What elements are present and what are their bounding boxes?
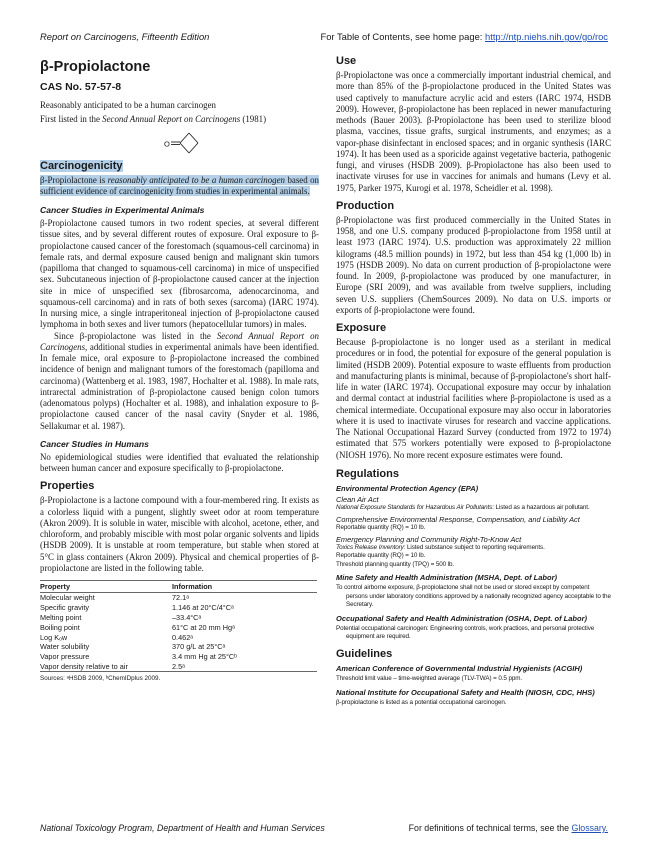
- page-header: [40, 31, 608, 45]
- table-row: [40, 632, 317, 642]
- intro-part-a: β-Propiolactone is: [40, 174, 108, 185]
- production-heading: Production: [336, 199, 395, 212]
- property-value: 3.4 mm Hg at 25°Cᵇ: [172, 652, 237, 662]
- neshap-entry: [336, 504, 611, 512]
- animal-studies-paragraph-1: β-Propiolactone caused tumors in two rodent species, at several different tissue sites, and by several different routes of exposure. Oral exposure to β-propiolactone caused cancer of the forestomach (squamous-cell carcinoma) in female rats, and dermal exposure caused benign and malignant skin tumors (papilloma that changed to squamous-cell carcinoma) in mice of unspecified sex. Subcutaneous injection of β-propiolactone caused cancer at the injection site in mice of unspecified sex (fibrosarcoma, adenocarcinoma, and squamous-cell carcinoma) and in rats of both sexes (sarcoma) (IARC 1974). In nursing mice, a single intraperitoneal injection of β-propiolactone caused lymphoma in both sexes and liver tumors (hepatocellular tumors) in males.: [40, 218, 319, 330]
- niosh-text: β-propiolactone is listed as a potential occupational carcinogen.: [336, 698, 507, 706]
- epcra-act: Emergency Planning and Community Right-To-Know Act: [336, 535, 522, 545]
- carcinogenicity-heading-text: Carcinogenicity: [40, 159, 123, 172]
- cercla-rq: Reportable quantity (RQ) = 10 lb.: [336, 524, 426, 532]
- property-value: 0.462ᵃ: [172, 632, 193, 642]
- property-name: Boiling point: [40, 622, 80, 632]
- property-value: 72.1ᵃ: [172, 593, 189, 603]
- property-name: Melting point: [40, 612, 82, 622]
- exposure-heading: Exposure: [336, 322, 387, 334]
- carcinogenicity-intro-highlight: [40, 175, 319, 196]
- property-column-header: Property: [40, 581, 172, 593]
- osha-text: Potential occupational carcinogen: Engineering controls, work practices, and personal protective equipment are required.: [336, 624, 595, 640]
- property-name: Log Kₒw: [40, 632, 68, 642]
- tri-entry: [336, 544, 611, 552]
- property-name: Molecular weight: [40, 593, 95, 603]
- toc-label: For Table of Contents, see home page:: [320, 31, 485, 42]
- lactone-ring-drawing: [40, 130, 319, 158]
- exposure-paragraph: Because β-propiolactone is no longer used as a sterilant in medical procedures or in food, the potential for exposure of the general population is limited (HSDB 2009). Potential exposure to waste effluents from production and manufacturing plants is minimal, because of β-propiolactone's short half-life in water (IARC 1974). Occupational exposure may occur by inhalation and dermal contact at industrial facilities where β-propiolactone is used as a chemical intermediate. Occupational exposure may also occur in laboratories where it is used to inactivate viruses for research and vaccine applications. The National Occupational Hazard Survey (conducted from 1972 to 1974) estimated that 575 workers potentially were exposed to β-propiolactone (NIOSH 1976). No more recent exposure estimates were found.: [336, 337, 611, 460]
- human-studies-paragraph: No epidemiological studies were identified that evaluated the relationship between human cancer and exposure specifically to β-propiolactone.: [40, 451, 319, 473]
- first-listed: [40, 114, 319, 125]
- property-name: Specific gravity: [40, 603, 90, 613]
- property-value: 2.5ᵃ: [172, 661, 317, 671]
- acgih-heading: American Conference of Governmental Industrial Hygienists (ACGIH): [336, 664, 583, 674]
- home-page-link[interactable]: http://ntp.niehs.nih.gov/go/roc: [485, 31, 608, 42]
- glossary-label: For definitions of technical terms, see the: [408, 823, 572, 833]
- property-name: Vapor pressure: [40, 652, 90, 662]
- msha-heading: Mine Safety and Health Administration (MSHA, Dept. of Labor): [336, 573, 557, 583]
- neshap-title: National Exposure Standards for Hazardous Air Pollutants: [336, 504, 493, 512]
- table-row: [40, 622, 317, 632]
- right-column: [336, 55, 611, 707]
- glossary-notice: [409, 823, 608, 833]
- animal-p2-b: , additional studies in experimental animals have been identified. In female mice, oral exposure to β-propiolactone increased the combined incidence of benign and malignant tumors of the forestomach (papilloma and carcinoma) (Wattenberg et al. 1983, 1987, Hochalter et al. 1988). In male rats, intrarectal administration of β-propiolactone caused benign colon tumors (adenomatous polyps) (Hochalter et al. 1988), and inhalation exposure to β-propiolactone caused cancer of the nasal cavity (Snyder et al. 1986, Sellakumar et al. 1987).: [40, 341, 319, 431]
- neshap-text: : Listed as a hazardous air pollutant.: [492, 504, 590, 512]
- osha-heading: Occupational Safety and Health Administration (OSHA, Dept. of Labor): [336, 613, 587, 623]
- table-row: [40, 642, 317, 652]
- carcinogenicity-heading: [40, 160, 319, 172]
- intro-emphasis: reasonably anticipated to be a human carcinogen: [107, 174, 285, 185]
- epcra-tpq: Threshold planning quantity (TPQ) = 500 lb.: [336, 560, 455, 568]
- property-value: –33.4°Cᵃ: [172, 612, 202, 622]
- animal-studies-paragraph-2: [40, 331, 319, 432]
- first-listed-prefix: First listed in the: [40, 114, 103, 125]
- property-value: 370 g/L at 25°Cᵃ: [172, 642, 226, 652]
- regulations-heading: Regulations: [336, 467, 399, 480]
- report-title: Report on Carcinogens, Fifteenth Edition: [40, 31, 210, 42]
- property-name: Water solubility: [40, 642, 90, 652]
- glossary-link[interactable]: Glossary.: [571, 823, 608, 833]
- information-column-header: Information: [172, 581, 317, 593]
- page-title: β-Propiolactone: [40, 59, 151, 75]
- cercla-act: Comprehensive Environmental Response, Compensation, and Liability Act: [336, 515, 580, 525]
- msha-text: To control airborne exposure, β-propiolactone shall not be used or stored except by competent persons under laboratory conditions approved by a nationally recognized agency acceptable to the Secretary.: [336, 584, 611, 609]
- epcra-rq: Reportable quantity (RQ) = 10 lb.: [336, 552, 426, 560]
- table-row: [40, 613, 317, 623]
- table-row: [40, 593, 317, 603]
- property-name: Vapor density relative to air: [40, 661, 172, 671]
- properties-heading: Properties: [40, 480, 95, 493]
- property-value: 1.146 at 20°C/4°Cᵃ: [172, 603, 234, 613]
- niosh-heading: National Institute for Occupational Safety and Health (NIOSH, CDC, HHS): [336, 687, 595, 697]
- animal-p2-a: Since β-propiolactone was listed in the: [54, 330, 217, 341]
- table-row: [40, 652, 317, 662]
- tri-title: Toxics Release Inventory: [336, 544, 404, 552]
- intro-part-b: based on sufficient evidence of carcinogenicity from studies in experimental animals.: [40, 174, 319, 196]
- page-footer: [40, 823, 608, 836]
- property-value: 61°C at 20 mm Hgᵃ: [172, 622, 235, 632]
- human-studies-heading: Cancer Studies in Humans: [40, 438, 149, 449]
- cas-number: CAS No. 57-57-8: [40, 81, 122, 93]
- footer-organization: National Toxicology Program, Department of Health and Human Services: [40, 823, 325, 833]
- properties-table: [40, 580, 317, 672]
- use-paragraph: β-Propiolactone was once a commercially important industrial chemical, and more than 85% of the β-propiolactone produced in the United States was used captively to manufacture acrylic acid and esters (IARC 1974, HSDB 2009). However, β-propiolactone has been replaced in newer manufacturing methods (Bauer 2003). β-Propiolactone has been used to sterilize blood plasma, vaccines, tissue grafts, surgical instruments, and enzymes; as a vapor-phase disinfectant in enclosed spaces; and in organic synthesis (IARC 1974). It has been used as a sporicide against vegetative bacteria, pathogenic fungi, and viruses (HSDB 2009). β-Propiolactone has also been used to inactivate viruses for use in vaccines for animals and humans (Levy et al. 1975, Parker 1975, Kurogi et al. 1978, Scheidler et al. 1998).: [336, 70, 611, 193]
- animal-studies-heading: Cancer Studies in Experimental Animals: [40, 205, 205, 215]
- acgih-text: Threshold limit value – time-weighted average (TLV-TWA) = 0.5 ppm.: [336, 675, 523, 683]
- epa-heading: Environmental Protection Agency (EPA): [336, 483, 479, 493]
- properties-paragraph: β-Propiolactone is a lactone compound with a four-membered ring. It exists as a colorless liquid with a pungent, slightly sweet odor at room temperature (Akron 2009). It is soluble in water, miscible with alcohol, acetone, ether, and chloroform, and probably miscible with most polar organic solvents and lipids (HSDB 2009). It is unstable at room temperature, but stable when stored at 5°C in glass containers (Akron 2009). Physical and chemical properties of β-propiolactone are listed in the following table.: [40, 495, 319, 573]
- table-row: [40, 603, 317, 613]
- table-row: [40, 661, 317, 671]
- first-listed-suffix: (1981): [240, 114, 267, 125]
- guidelines-heading: Guidelines: [336, 648, 393, 661]
- left-column: [40, 55, 319, 682]
- clean-air-act: Clean Air Act: [336, 495, 379, 505]
- listing-status: Reasonably anticipated to be a human carcinogen: [40, 100, 216, 110]
- use-heading: Use: [336, 55, 357, 67]
- first-listed-report: Second Annual Report on Carcinogens: [102, 114, 241, 125]
- animal-p2-emphasis: Second Annual Report on Carcinogens: [40, 330, 319, 352]
- toc-notice: [320, 31, 608, 42]
- chemical-structure: [40, 130, 319, 158]
- carbonyl-oxygen-label: O: [164, 139, 170, 148]
- tri-text: : Listed substance subject to reporting requirements.: [403, 544, 545, 552]
- carcinogenicity-intro: [40, 175, 319, 198]
- production-paragraph: β-Propiolactone was first produced commercially in the United States in 1958, and one U.S. company produced β-propiolactone from 1958 until at least 1973 (IARC 1974). U.S. production was approximately 22 million kilograms (48.5 million pounds) in 1972, but less than 454 kg (1,000 lb) in 1975 (HSDB 2009). No data on current production of β-propiolactone were found. In 2009, β-propiolactone was produced by one manufacturer, in Europe (SRI 2009), and was available from twelve suppliers, including seven U.S. suppliers (ChemSources 2009). No data on U.S. imports or exports of β-propiolactone were found.: [336, 214, 611, 315]
- table-sources: Sources: ᵃHSDB 2009, ᵇChemIDplus 2009.: [40, 675, 161, 683]
- properties-table-header: [40, 581, 317, 593]
